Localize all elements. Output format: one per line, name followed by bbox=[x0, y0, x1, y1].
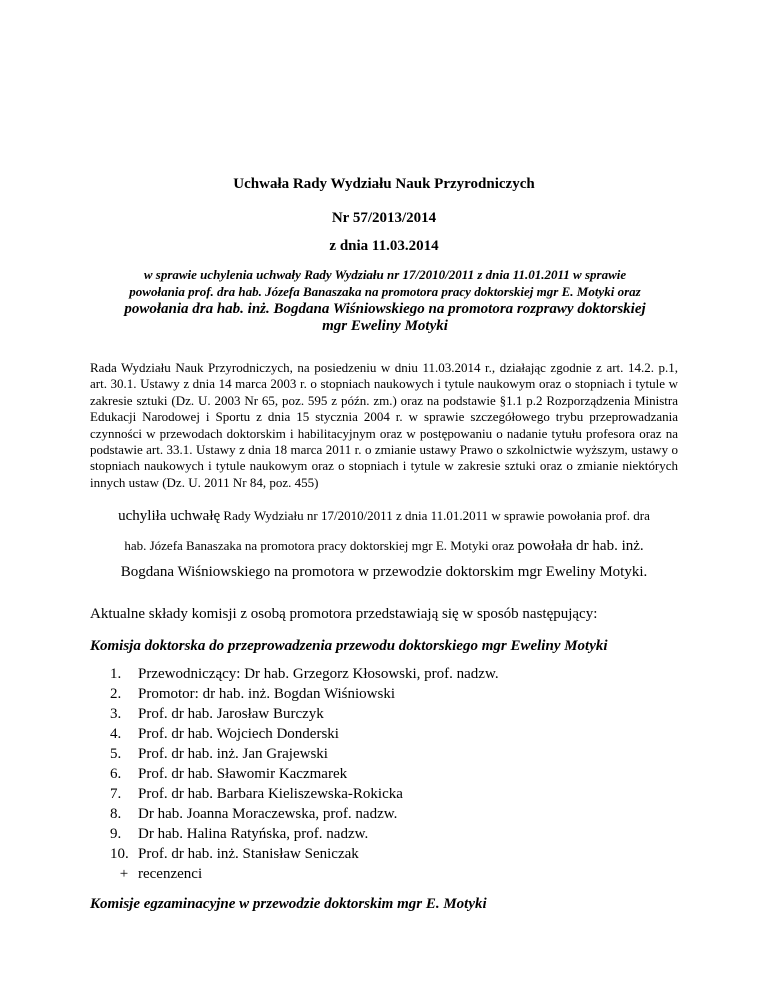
member-name: Dr hab. Joanna Moraczewska, prof. nadzw. bbox=[138, 806, 398, 822]
member-name: Prof. dr hab. inż. Stanisław Seniczak bbox=[138, 846, 359, 862]
list-number: 1. bbox=[110, 666, 122, 682]
list-number: 6. bbox=[110, 766, 122, 782]
resolution-subject bbox=[90, 266, 680, 335]
list-number: 3. bbox=[110, 706, 122, 722]
list-item bbox=[110, 704, 499, 724]
reviewers-item bbox=[110, 864, 499, 884]
plus-symbol: + bbox=[119, 866, 129, 882]
member-name: Promotor: dr hab. inż. Bogdan Wiśniowski bbox=[138, 686, 396, 702]
list-item bbox=[110, 804, 499, 824]
member-name: Prof. dr hab. inż. Jan Grajewski bbox=[138, 746, 328, 762]
exam-committees-heading: Komisje egzaminacyjne w przewodzie doktorskim mgr E. Motyki bbox=[90, 896, 487, 912]
subject-line-3: powołania dra hab. inż. Bogdana Wiśniowskiego na promotora rozprawy doktorskiej bbox=[124, 301, 646, 317]
list-item bbox=[110, 744, 499, 764]
list-item bbox=[110, 724, 499, 744]
resolution-number: Nr 57/2013/2014 bbox=[331, 210, 437, 226]
doctoral-committee-list bbox=[110, 664, 499, 884]
list-item bbox=[110, 764, 499, 784]
committees-intro: Aktualne składy komisji z osobą promotora przedstawiają się w sposób następujący: bbox=[90, 606, 598, 622]
member-name: Prof. dr hab. Jarosław Burczyk bbox=[138, 706, 324, 722]
subject-line-1: w sprawie uchylenia uchwały Rady Wydziału nr 17/2010/2011 z dnia 11.01.2011 w sprawie bbox=[143, 267, 627, 282]
resolution-line-2-text: hab. Józefa Banaszaka na promotora pracy doktorskiej mgr E. Motyki oraz bbox=[124, 538, 518, 553]
subject-line-2: powołania prof. dra hab. Józefa Banaszaka na promotora pracy doktorskiej mgr E. Motyki oraz bbox=[129, 284, 641, 299]
member-name: Przewodniczący: Dr hab. Grzegorz Kłosowski, prof. nadzw. bbox=[138, 666, 499, 682]
subject-line-4: mgr Eweliny Motyki bbox=[322, 318, 448, 334]
list-number: 10. bbox=[110, 846, 129, 862]
list-item bbox=[110, 844, 499, 864]
list-item bbox=[110, 684, 499, 704]
list-item bbox=[110, 664, 499, 684]
list-number: 9. bbox=[110, 826, 122, 842]
list-number: 7. bbox=[110, 786, 122, 802]
resolution-line-2 bbox=[90, 538, 678, 555]
member-name: Prof. dr hab. Barbara Kieliszewska-Rokicka bbox=[138, 786, 403, 802]
preamble-paragraph: Rada Wydziału Nauk Przyrodniczych, na posiedzeniu w dniu 11.03.2014 r., działając zgodnie z art. 14.2. p.1, art. 30.1. Ustawy z dnia 14 marca 2003 r. o stopniach naukowych i tytule naukowym oraz o stopniach i tytule w zakresie sztuki (Dz. U. 2003 Nr 65, poz. 595 z późn. zm.) oraz na podstawie §1.1 p.2 Rozporządzenia Ministra Edukacji Narodowej i Sportu z dnia 15 stycznia 2004 r. w sprawie szczegółowego trybu przeprowadzania czynności w przewodach doktorskim i habilitacyjnym oraz w postępowaniu o nadanie tytułu profesora oraz na podstawie art. 33.1. Ustawy z dnia 18 marca 2011 r. o zmianie ustawy Prawo o szkolnictwie wyższym, ustawy o stopniach naukowych i tytule naukowym oraz o stopniach i tytule w zakresie sztuki oraz o zmianie niektórych innych ustaw (Dz. U. 2011 Nr 84, poz. 455) bbox=[90, 360, 678, 490]
list-number: 5. bbox=[110, 746, 122, 762]
doctoral-committee-heading: Komisja doktorska do przeprowadzenia przewodu doktorskiego mgr Eweliny Motyki bbox=[90, 638, 608, 654]
resolution-date: z dnia 11.03.2014 bbox=[329, 238, 439, 254]
list-item bbox=[110, 824, 499, 844]
list-number: 4. bbox=[110, 726, 122, 742]
resolution-line-1 bbox=[90, 508, 678, 525]
member-name: Prof. dr hab. Wojciech Donderski bbox=[138, 726, 339, 742]
list-number: 2. bbox=[110, 686, 122, 702]
resolution-verb-repealed: uchyliła uchwałę bbox=[118, 508, 221, 524]
list-item bbox=[110, 784, 499, 804]
resolution-line-1-text: Rady Wydziału nr 17/2010/2011 z dnia 11.01.2011 w sprawie powołania prof. dra bbox=[220, 508, 650, 523]
reviewers-label: recenzenci bbox=[138, 866, 203, 882]
member-name: Prof. dr hab. Sławomir Kaczmarek bbox=[138, 766, 348, 782]
resolution-title: Uchwała Rady Wydziału Nauk Przyrodniczych bbox=[233, 176, 535, 192]
member-name: Dr hab. Halina Ratyńska, prof. nadzw. bbox=[138, 826, 369, 842]
resolution-line-3: Bogdana Wiśniowskiego na promotora w przewodzie doktorskim mgr Eweliny Motyki. bbox=[120, 564, 648, 580]
list-number: 8. bbox=[110, 806, 122, 822]
resolution-verb-appointed: powołała dr hab. inż. bbox=[517, 538, 644, 554]
